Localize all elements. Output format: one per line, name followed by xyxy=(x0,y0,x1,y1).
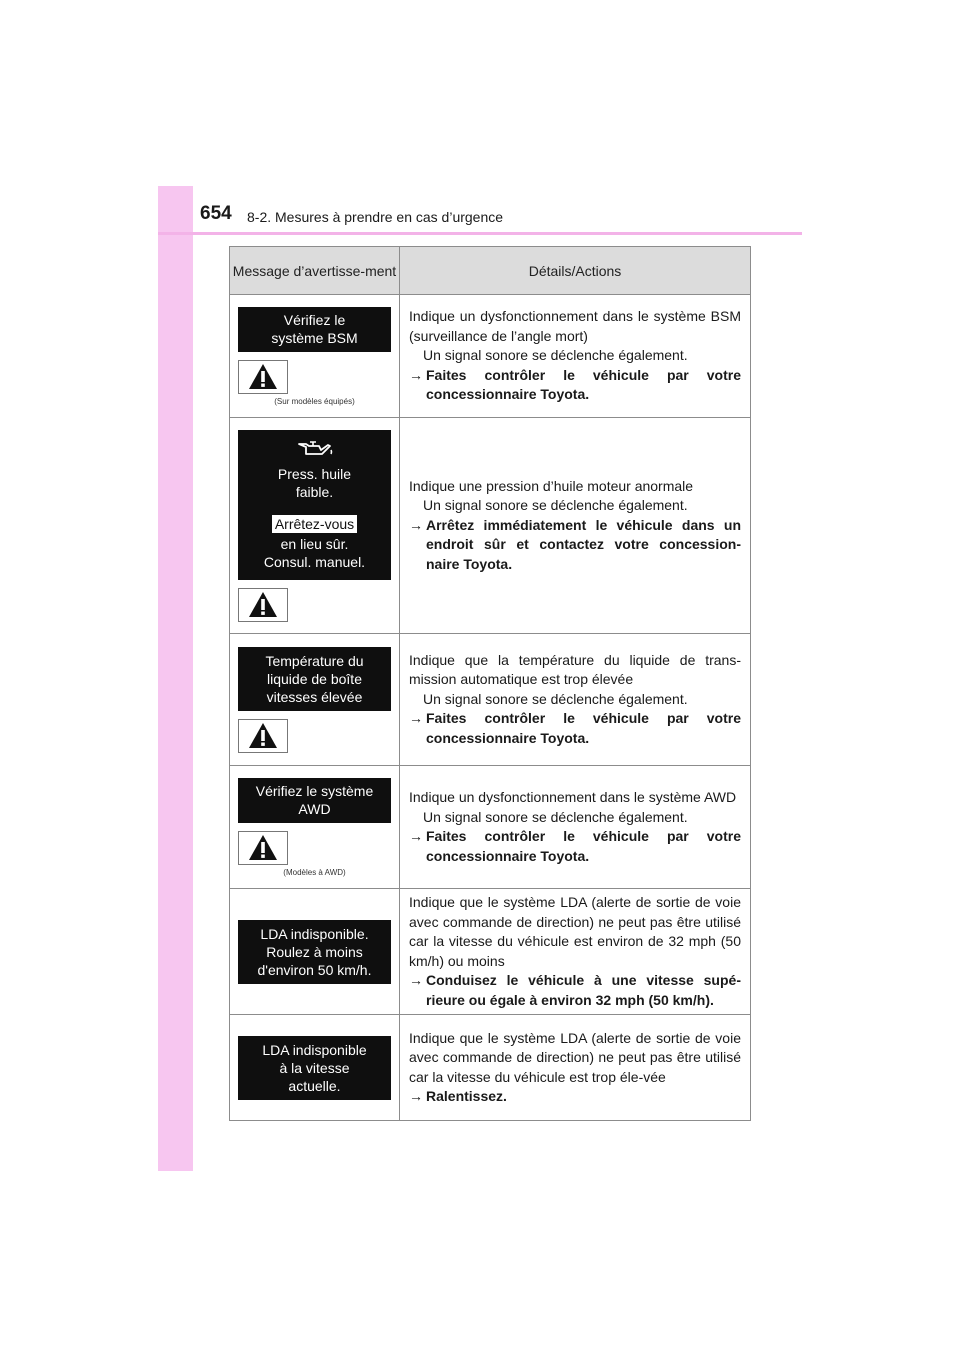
warning-triangle-icon xyxy=(238,360,288,394)
warning-triangle-icon xyxy=(238,831,288,865)
description: Indique un dysfonctionnement dans le système BSM (surveillance de l’angle mort) xyxy=(409,308,741,344)
action-text: Faites contrôler le véhicule par votre concessionnaire Toyota. xyxy=(426,366,741,403)
table-row xyxy=(230,418,751,634)
description: Indique que le système LDA (alerte de sortie de voie avec commande de direction) ne peut pas être utilisé car la vitesse du véhicule est trop éle-vée xyxy=(409,1029,741,1085)
table-row xyxy=(230,889,751,1015)
table-row xyxy=(230,295,751,418)
message-display-cell xyxy=(230,1015,400,1121)
screen-line: à la vitesse xyxy=(279,1059,350,1076)
action-text: Faites contrôler le véhicule par votre concessionnaire Toyota. xyxy=(426,710,741,746)
message-display-cell xyxy=(230,634,400,766)
warning-message-table xyxy=(229,246,751,1121)
details-cell xyxy=(400,1015,751,1121)
section-title: 8-2. Mesures à prendre en cas d’urgence xyxy=(247,209,504,225)
table-header-row xyxy=(230,247,751,295)
arrow-icon: → xyxy=(409,1088,423,1104)
details-cell xyxy=(400,295,751,418)
screen-line: d'environ 50 km/h. xyxy=(257,961,372,978)
message-display-cell xyxy=(230,766,400,889)
action-text: Conduisez le véhicule à une vitesse supé-rieure ou égale à environ 32 mph (50 km/h). xyxy=(426,972,741,1008)
buzzer-note: Un signal sonore se déclenche également. xyxy=(423,690,688,707)
message-screen xyxy=(238,430,391,580)
action-item xyxy=(409,516,741,575)
header-details: Détails/Actions xyxy=(400,247,751,295)
table-row xyxy=(230,1015,751,1121)
table-row xyxy=(230,634,751,766)
arrow-icon: → xyxy=(409,516,423,533)
action-item xyxy=(409,1087,741,1107)
model-note: (Sur modèles équipés) xyxy=(274,396,355,406)
details-cell xyxy=(400,634,751,766)
header-rule xyxy=(158,232,802,235)
arrow-icon: → xyxy=(409,366,423,383)
details-cell xyxy=(400,766,751,889)
screen-line: LDA indisponible. xyxy=(260,925,369,942)
screen-line: Vérifiez le xyxy=(283,312,346,328)
message-screen xyxy=(238,307,391,352)
screen-line: LDA indisponible xyxy=(262,1041,367,1058)
action-text: Ralentissez. xyxy=(426,1088,507,1104)
message-display-cell xyxy=(230,889,400,1015)
screen-line: en lieu sûr. xyxy=(280,535,349,552)
header-message: Message d’avertisse-ment xyxy=(230,247,400,295)
screen-highlight: Arrêtez-vous xyxy=(272,515,357,533)
screen-line: Roulez à moins xyxy=(266,943,363,960)
screen-line: actuelle. xyxy=(288,1077,341,1094)
description: Indique que la température du liquide de trans-mission automatique est trop élevée xyxy=(409,651,741,688)
screen-line: faible. xyxy=(295,483,334,500)
arrow-icon: → xyxy=(409,828,423,844)
message-display-cell xyxy=(230,295,400,418)
buzzer-note: Un signal sonore se déclenche également. xyxy=(423,347,688,364)
action-item xyxy=(409,366,741,405)
details-cell xyxy=(400,889,751,1015)
action-item xyxy=(409,971,741,1010)
message-screen xyxy=(238,647,391,711)
action-item xyxy=(409,827,741,866)
message-screen xyxy=(238,778,391,823)
message-screen xyxy=(238,1036,391,1100)
side-tab-band xyxy=(158,186,193,1171)
action-item xyxy=(409,709,741,748)
screen-line: vitesses élevée xyxy=(266,688,363,705)
buzzer-note: Un signal sonore se déclenche également. xyxy=(423,497,688,514)
screen-line: AWD xyxy=(298,801,331,817)
screen-line: système BSM xyxy=(271,330,358,346)
description: Indique que le système LDA (alerte de sortie de voie avec commande de direction) ne peut pas être utilisé car la vitesse du véhicule est environ de 32 mph (50 km/h) ou moins xyxy=(409,894,741,969)
warning-triangle-icon xyxy=(238,719,288,753)
message-screen xyxy=(238,920,391,984)
buzzer-note: Un signal sonore se déclenche également. xyxy=(423,808,688,825)
action-text: Arrêtez immédiatement le véhicule dans un endroit sûr et contactez votre concession-naire Toyota. xyxy=(426,516,741,572)
screen-line: Vérifiez le système xyxy=(255,783,374,799)
warning-triangle-icon xyxy=(238,588,288,622)
description: Indique une pression d’huile moteur anormale xyxy=(409,477,694,494)
arrow-icon: → xyxy=(409,972,423,988)
screen-line: Press. huile xyxy=(277,465,352,482)
screen-line: Température du xyxy=(265,652,364,669)
arrow-icon: → xyxy=(409,710,423,727)
table-row xyxy=(230,766,751,889)
oil-can-icon xyxy=(297,439,333,457)
model-note: (Modèles à AWD) xyxy=(283,867,346,877)
description: Indique un dysfonctionnement dans le système AWD xyxy=(409,789,737,805)
screen-line: liquide de boîte xyxy=(267,670,362,687)
message-display-cell xyxy=(230,418,400,634)
details-cell xyxy=(400,418,751,634)
page-number: 654 xyxy=(200,203,232,224)
action-text: Faites contrôler le véhicule par votre concessionnaire Toyota. xyxy=(426,828,741,864)
screen-line: Consul. manuel. xyxy=(263,553,366,570)
